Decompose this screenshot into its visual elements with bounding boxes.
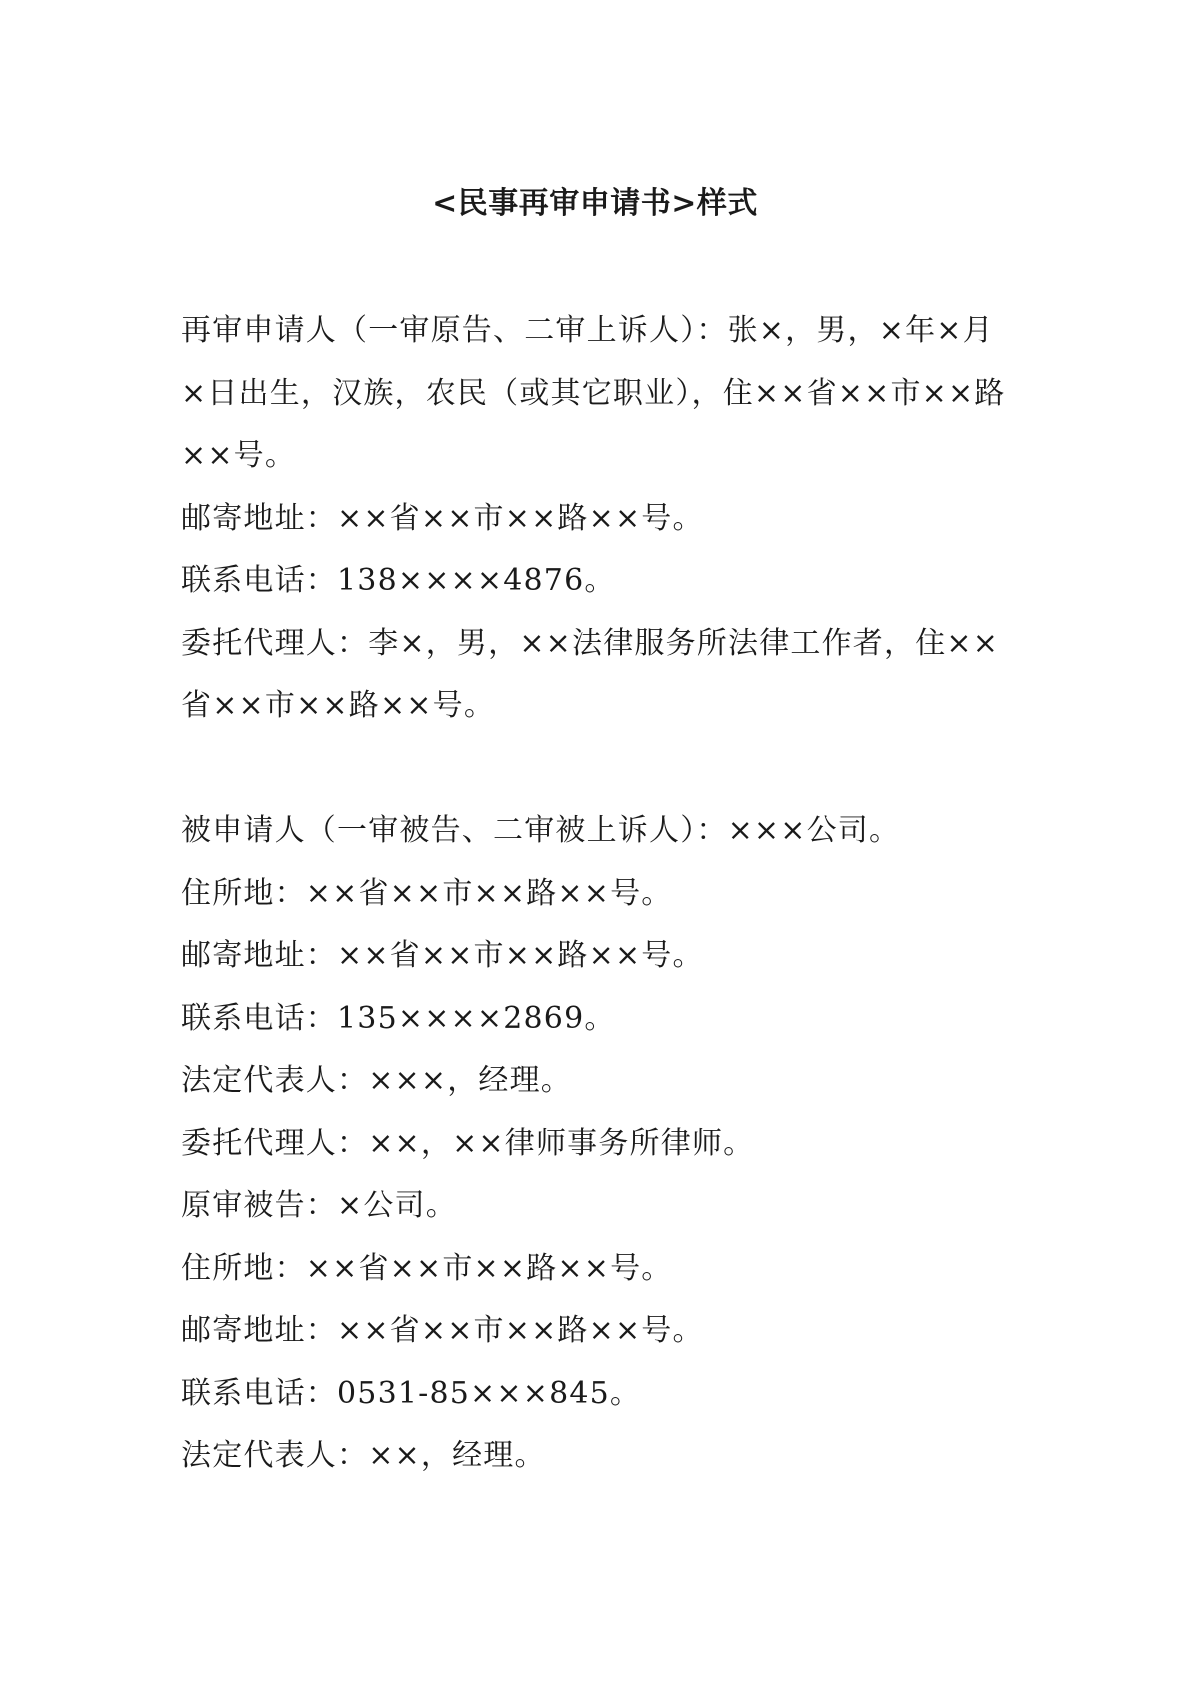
original-defendant-phone: 联系电话：0531-85×××845。 (181, 1375, 642, 1411)
document-body (181, 300, 1011, 1488)
applicant-phone: 联系电话：138××××4876。 (181, 563, 616, 598)
section-gap (181, 738, 1011, 801)
respondent-phone: 联系电话：135××××2869。 (181, 1000, 616, 1036)
respondent-legal-rep: 法定代表人：×××，经理。 (181, 1063, 573, 1098)
respondent-agent: 委托代理人：××，××律师事务所律师。 (181, 1125, 755, 1161)
respondent-domicile: 住所地：××省××市××路××号。 (181, 875, 673, 911)
original-defendant-domicile: 住所地：××省××市××路××号。 (181, 1250, 673, 1286)
original-defendant-mailing-address: 邮寄地址：××省××市××路××号。 (181, 1313, 704, 1348)
applicant-agent: 委托代理人：李×，男，××法律服务所法律工作者，住××省××市××路××号。 (181, 625, 1000, 723)
original-defendant-intro: 原审被告：×公司。 (181, 1188, 457, 1223)
applicant-mailing-address: 邮寄地址：××省××市××路××号。 (181, 500, 704, 536)
respondent-mailing-address: 邮寄地址：××省××市××路××号。 (181, 938, 704, 973)
applicant-intro: 再审申请人（一审原告、二审上诉人）：张×，男，×年×月×日出生，汉族，农民（或其它职业），住××省××市××路××号。 (181, 313, 1006, 473)
respondent-intro: 被申请人（一审被告、二审被上诉人）：×××公司。 (181, 813, 901, 848)
original-defendant-legal-rep: 法定代表人：××，经理。 (181, 1438, 546, 1473)
document-title: <民事再审申请书>样式 (432, 186, 758, 221)
